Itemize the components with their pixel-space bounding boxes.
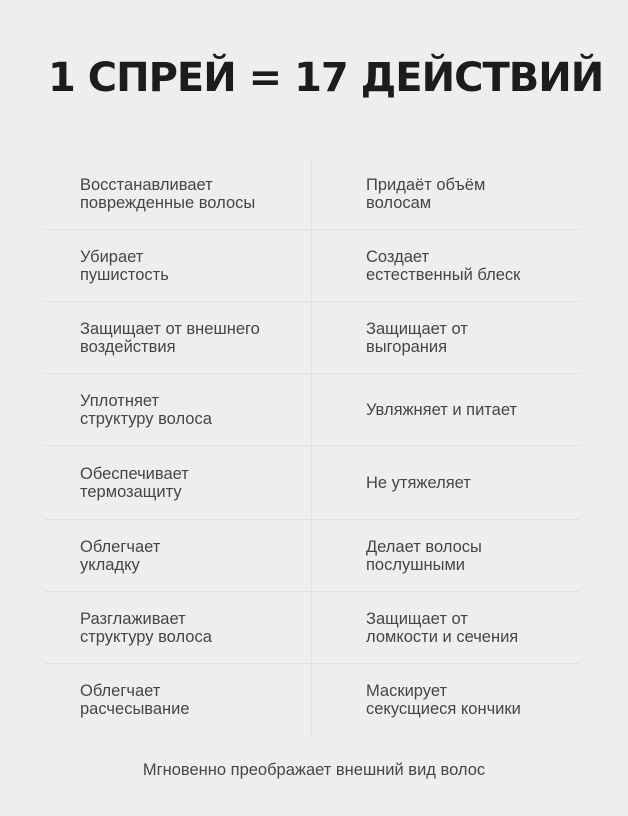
benefit-text: Защищает от выгорания [366, 319, 468, 356]
benefit-text: Уплотняет структуру волоса [80, 391, 212, 428]
page-title: 1 СПРЕЙ = 17 ДЕЙСТВИЙ [48, 55, 604, 101]
benefit-cell [312, 302, 580, 374]
benefit-text: Облегчает расчесывание [80, 682, 190, 718]
benefit-cell [312, 446, 580, 520]
benefit-cell [44, 592, 312, 664]
benefit-text: Защищает от ломкости и сечения [366, 609, 519, 646]
benefit-cell [312, 374, 580, 446]
benefit-cell [44, 664, 312, 736]
benefit-text: Создает естественный блеск [366, 247, 521, 284]
benefit-text: Не утяжеляет [366, 473, 471, 492]
benefit-cell [312, 520, 580, 592]
footer-tagline: Мгновенно преображает внешний вид волос [142, 761, 486, 779]
benefit-text: Маскирует секусщиеся кончики [366, 682, 521, 718]
benefit-text: Убирает пушистость [80, 247, 169, 284]
benefit-text: Облегчает укладку [80, 537, 161, 574]
benefit-cell [44, 230, 312, 302]
benefits-grid [44, 158, 580, 736]
benefit-text: Разглаживает структуру волоса [80, 609, 212, 646]
benefit-text: Восстанавливает поврежденные волосы [80, 175, 256, 212]
benefit-cell [44, 302, 312, 374]
benefit-cell [312, 664, 580, 736]
benefit-text: Придаёт объём волосам [366, 175, 486, 212]
benefit-cell [44, 374, 312, 446]
benefit-text: Защищает от внешнего воздействия [80, 319, 260, 356]
benefit-text: Делает волосы послушными [366, 537, 482, 574]
benefit-cell [312, 158, 580, 230]
benefit-cell [44, 158, 312, 230]
benefit-cell [44, 446, 312, 520]
benefit-cell [44, 520, 312, 592]
benefit-text: Обеспечивает термозащиту [80, 464, 189, 501]
benefit-cell [312, 592, 580, 664]
benefit-text: Увляжняет и питает [366, 400, 518, 419]
benefit-cell [312, 230, 580, 302]
